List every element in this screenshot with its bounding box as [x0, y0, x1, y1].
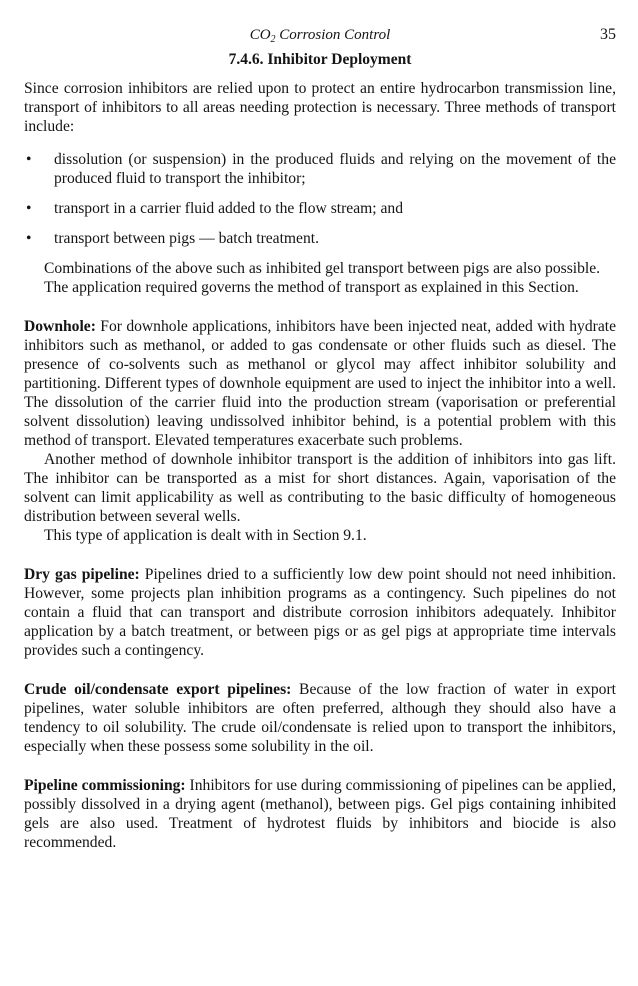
running-title-subscript: 2 — [270, 34, 276, 45]
spacer — [24, 297, 616, 317]
list-item-text: transport in a carrier fluid added to the flow stream; and — [54, 200, 404, 217]
application-paragraph: The application required governs the method of transport as explained in this Section. — [44, 279, 579, 296]
downhole-paragraph — [24, 317, 616, 450]
downhole-text: For downhole applications, inhibitors have been injected neat, added with hydrate inhibitors such as methanol, or added to gas condensate or other fluids such as diesel. The presence of co-solvents such as methanol or glycol may affect inhibitor solubility and partitioning. Different types of downhole equipment are used to inject the inhibitor into a well. The dissolution of the carrier fluid into the production stream (vaporisation or preferential solvent dissolution) leaving undissolved inhibitor behind, is a potential problem with this method of transport. Elevated temperatures exacerbate such problems. — [24, 318, 616, 449]
bullet-icon: • — [26, 151, 32, 168]
crude-oil-label: Crude oil/condensate export pipelines: — [24, 681, 292, 698]
spacer — [24, 756, 616, 776]
dry-gas-text: Pipelines dried to a sufficiently low dew point should not need inhibition. However, some projects plan inhibition programs as a contingency. Such pipelines do not contain a fluid that can transport and distribute corrosion inhibitors adequately. Inhibitor application by a batch treatment, or between pigs or as gel pigs at appropriate time intervals provides such a contingency. — [24, 566, 616, 659]
section-heading: 7.4.6. Inhibitor Deployment — [228, 51, 412, 68]
book-page — [24, 0, 616, 852]
dry-gas-label: Dry gas pipeline: — [24, 566, 140, 583]
downhole-label: Downhole: — [24, 318, 96, 335]
section-reference: This type of application is dealt with in Section 9.1. — [44, 527, 367, 544]
intro-paragraph: Since corrosion inhibitors are relied upon to protect an entire hydrocarbon transmission line, transport of inhibitors to all areas needing protection is necessary. Three methods of transport include: — [24, 80, 616, 135]
running-title-rest: Corrosion Control — [275, 27, 391, 43]
running-title — [24, 26, 616, 44]
list-item — [24, 229, 616, 248]
spacer — [24, 545, 616, 565]
running-header — [24, 26, 616, 50]
transport-methods-list — [24, 150, 616, 248]
bullet-icon: • — [26, 230, 32, 247]
crude-oil-paragraph — [24, 680, 616, 756]
crude-oil-text: Because of the low fraction of water in export pipelines, water soluble inhibitors are often preferred, although they should also have a tendency to oil solubility. The crude oil/condensate is relied upon to transport the inhibitors, especially when these possess some solubility in the oil. — [24, 681, 616, 755]
spacer — [24, 660, 616, 680]
dry-gas-paragraph — [24, 565, 616, 660]
page-number: 35 — [600, 26, 616, 43]
commissioning-text: Inhibitors for use during commissioning of pipelines can be applied, possibly dissolved in a drying agent (methanol), between pigs. Gel pigs containing inhibited gels are also used. Treatment of hydrotest fluids by inhibitors and biocide is also recommended. — [24, 777, 616, 851]
list-item-text: dissolution (or suspension) in the produced fluids and relying on the movement of the produced fluid to transport the inhibitor; — [54, 151, 616, 187]
list-item — [24, 150, 616, 188]
running-title-prefix: CO — [249, 27, 271, 43]
commissioning-paragraph — [24, 776, 616, 852]
bullet-icon: • — [26, 200, 32, 217]
combinations-paragraph: Combinations of the above such as inhibited gel transport between pigs are also possible. — [44, 260, 601, 277]
gas-lift-paragraph: Another method of downhole inhibitor transport is the addition of inhibitors into gas lift. The inhibitor can be transported as a mist for short distances. Again, vaporisation of the solvent can limit applicability as well as contributing to the basic difficulty of homogeneous distribution between several wells. — [24, 451, 616, 525]
list-item — [24, 199, 616, 218]
list-item-text: transport between pigs — batch treatment. — [54, 230, 320, 247]
commissioning-label: Pipeline commissioning: — [24, 777, 186, 794]
